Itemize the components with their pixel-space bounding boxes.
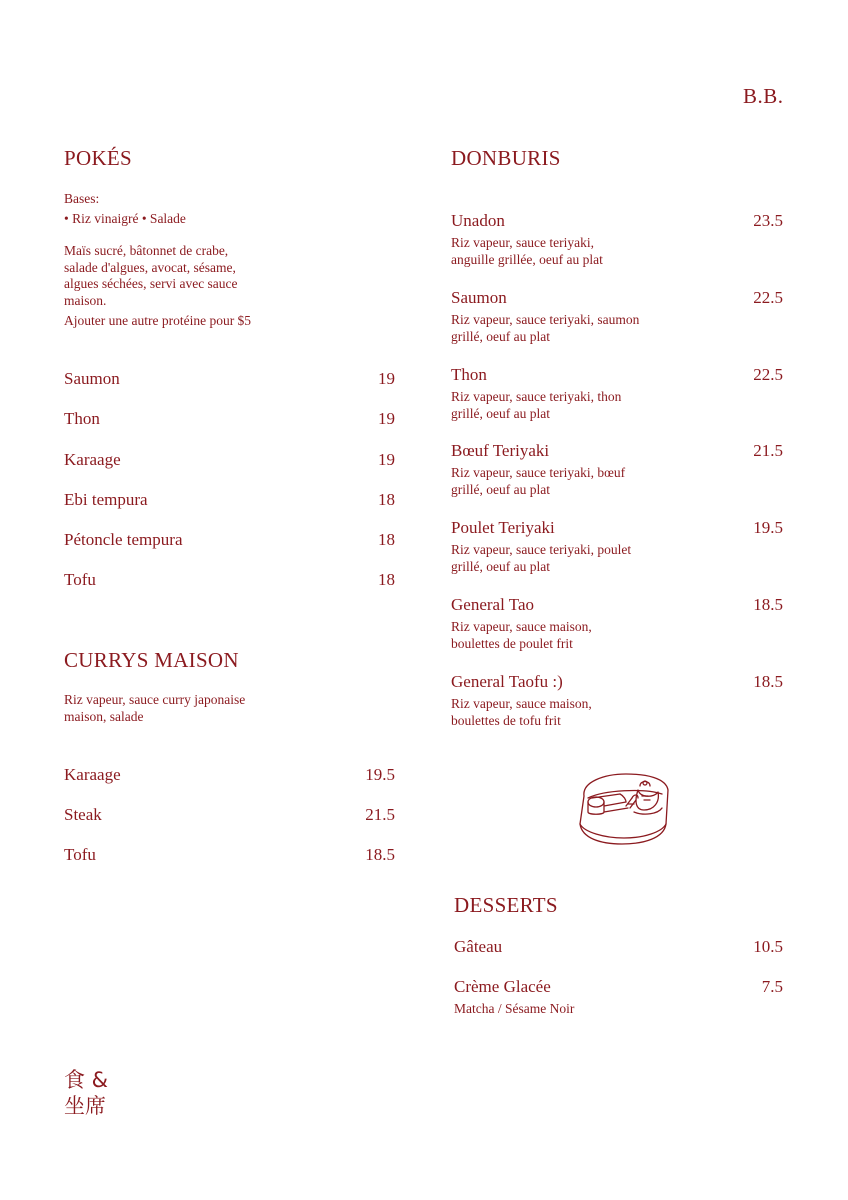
logo: [64, 1067, 108, 1119]
curry-item-name: Steak: [64, 805, 102, 824]
donburi-item-name: General Tao: [451, 595, 534, 614]
pokes-description: Maïs sucré, bâtonnet de crabe, salade d'algues, avocat, sésame, algues séchées, servi avec sauce maison.: [64, 243, 238, 308]
donburi-item-desc: Riz vapeur, sauce teriyaki, saumon grillé, oeuf au plat: [451, 312, 640, 344]
poke-item-name: Karaage: [64, 450, 121, 469]
curry-item-price: 21.5: [365, 805, 395, 824]
donburi-item-price: 19.5: [753, 518, 783, 537]
poke-item-name: Saumon: [64, 369, 120, 388]
donburi-item-name: Thon: [451, 365, 487, 384]
poke-item-price: 19: [378, 369, 395, 388]
donburis-title: DONBURIS: [451, 146, 561, 170]
curry-item-name: Tofu: [64, 845, 96, 864]
donburi-item-desc: Riz vapeur, sauce teriyaki, bœuf grillé, oeuf au plat: [451, 465, 626, 497]
curry-item-price: 18.5: [365, 845, 395, 864]
brand-initials: B.B.: [743, 84, 784, 108]
donburi-item-name: Poulet Teriyaki: [451, 518, 555, 537]
poke-item-price: 19: [378, 409, 395, 428]
logo-line-2: 坐席: [64, 1094, 106, 1118]
poke-item-name: Pétoncle tempura: [64, 530, 183, 549]
dessert-item-name: Gâteau: [454, 937, 503, 956]
donburi-item-price: 21.5: [753, 441, 783, 460]
curry-item-name: Karaage: [64, 765, 121, 784]
poke-item-price: 18: [378, 530, 395, 549]
bento-box-illustration: [574, 768, 674, 850]
dessert-item-name: Crème Glacée: [454, 977, 551, 996]
poke-item-price: 18: [378, 570, 395, 589]
curry-item-price: 19.5: [365, 765, 395, 784]
dessert-item-price: 10.5: [753, 937, 783, 956]
desserts-title: DESSERTS: [454, 893, 558, 917]
donburi-item-name: Unadon: [451, 211, 505, 230]
dessert-item-price: 7.5: [761, 977, 783, 996]
pokes-bases-label: Bases:: [64, 191, 100, 206]
logo-line-1: 食 &: [64, 1068, 109, 1092]
donburi-item-price: 18.5: [753, 672, 783, 691]
donburi-item-name: General Taofu :): [451, 672, 563, 691]
pokes-note: Ajouter une autre protéine pour $5: [64, 313, 252, 328]
donburi-item-price: 23.5: [753, 211, 783, 230]
poke-item-name: Ebi tempura: [64, 490, 148, 509]
donburi-item-desc: Riz vapeur, sauce teriyaki, poulet grillé, oeuf au plat: [451, 542, 632, 574]
donburi-item-name: Bœuf Teriyaki: [451, 441, 550, 460]
currys-description: Riz vapeur, sauce curry japonaise maison, salade: [64, 692, 246, 724]
currys-title: CURRYS MAISON: [64, 648, 239, 672]
donburi-item-desc: Riz vapeur, sauce maison, boulettes de tofu frit: [451, 696, 592, 728]
donburi-item-price: 22.5: [753, 288, 783, 307]
donburi-item-name: Saumon: [451, 288, 507, 307]
poke-item-name: Tofu: [64, 570, 96, 589]
pokes-title: POKÉS: [64, 146, 133, 170]
donburi-item-price: 18.5: [753, 595, 783, 614]
donburi-item-desc: Riz vapeur, sauce teriyaki, thon grillé, oeuf au plat: [451, 389, 622, 421]
poke-item-name: Thon: [64, 409, 100, 428]
dessert-item-desc: Matcha / Sésame Noir: [454, 1001, 575, 1016]
poke-item-price: 18: [378, 490, 395, 509]
donburi-item-desc: Riz vapeur, sauce maison, boulettes de poulet frit: [451, 619, 592, 651]
donburi-item-desc: Riz vapeur, sauce teriyaki, anguille grillée, oeuf au plat: [451, 235, 603, 267]
poke-item-price: 19: [378, 450, 395, 469]
donburi-item-price: 22.5: [753, 365, 783, 384]
pokes-bases-options: • Riz vinaigré • Salade: [64, 211, 186, 226]
